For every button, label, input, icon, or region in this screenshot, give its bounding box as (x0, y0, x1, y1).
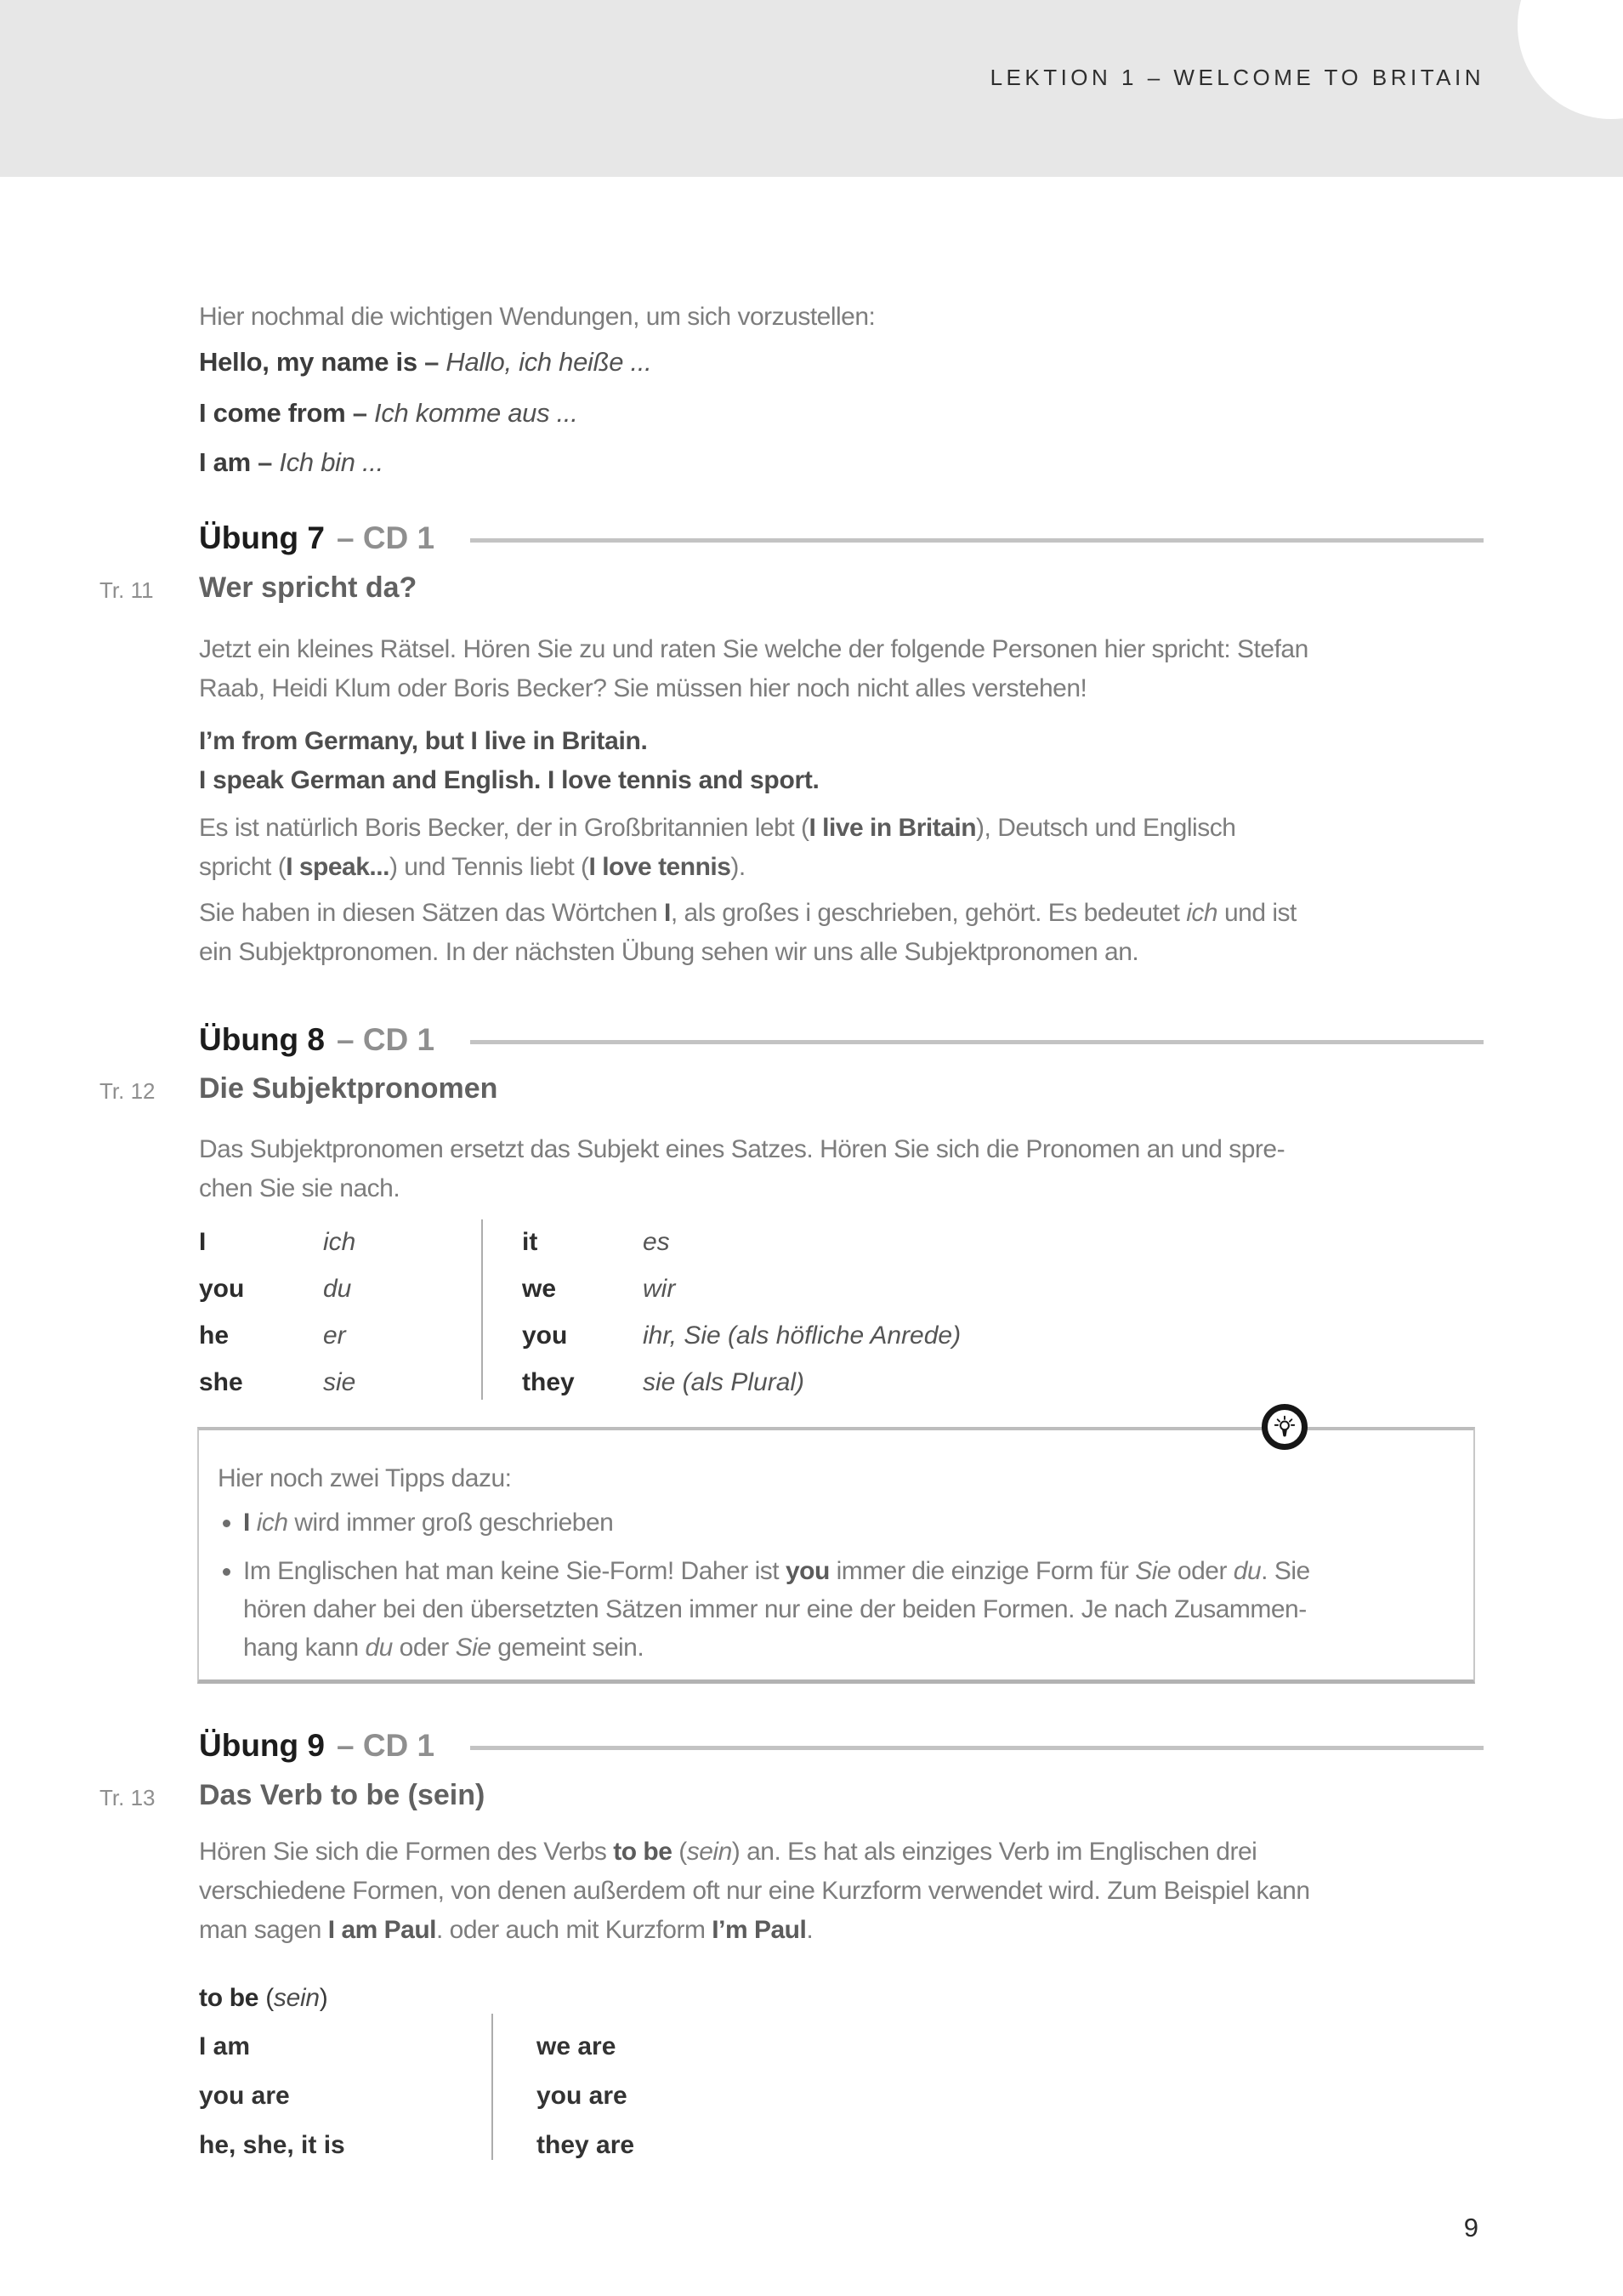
exercise-cd-label: – CD 1 (336, 520, 435, 555)
phrase-separator: – (417, 347, 446, 377)
pronoun-row (199, 1368, 355, 1415)
track-label: Tr. 13 (99, 1785, 156, 1810)
phrase-separator: – (250, 447, 280, 477)
pronoun-row (199, 1321, 355, 1368)
phrase-english: I am (199, 447, 251, 477)
exercise-9-intro-paragraph: Hören Sie sich die Formen des Verbs to be (sein) an. Es hat als einziges Verb im Englischen drei verschiedene Formen, von denen außerdem oft nur eine Kurzform verwendet wird. Zum Beispiel kann man sagen I am Paul. oder auch mit Kurzform I’m Paul. (199, 1838, 1310, 1944)
page-number: 9 (1463, 2213, 1478, 2242)
track-label: Tr. 12 (99, 1078, 156, 1104)
phrase-german: Hallo, ich heiße ... (445, 347, 652, 377)
pronoun-english: they (522, 1368, 575, 1396)
listening-quote-line: I speak German and English. I love tennis and sport. (199, 766, 820, 794)
phrase-line (199, 447, 383, 478)
tip-box (197, 1427, 1475, 1684)
phrase-english: I come from (199, 398, 346, 428)
intro-lead: Hier nochmal die wichtigen Wendungen, um sich vorzustellen: (199, 303, 876, 331)
phrase-german: Ich komme aus ... (374, 398, 578, 428)
phrase-english: Hello, my name is (199, 347, 417, 377)
phrase-line (199, 398, 578, 429)
conjugation-row: he, she, it is (199, 2131, 345, 2159)
conjugation-row: I am (199, 2032, 251, 2060)
table-divider (481, 1219, 483, 1400)
pronoun-german: ihr, Sie (als höfliche Anrede) (643, 1321, 962, 1350)
exercise-title: Übung 7 (199, 520, 325, 555)
pronoun-row (199, 1275, 355, 1321)
pronoun-row (522, 1275, 961, 1321)
pronoun-german: sie (323, 1368, 356, 1396)
tobe-table (199, 2032, 964, 2182)
conjugation-row: we are (536, 2032, 616, 2060)
pronoun-column-left (199, 1228, 355, 1415)
pronoun-english: we (522, 1275, 557, 1303)
tip-item: • I ich wird immer groß geschrieben (243, 1503, 1465, 1542)
phrase-german: Ich bin ... (279, 447, 383, 477)
exercise-8-heading (199, 1022, 1484, 1058)
listening-quote-line: I’m from Germany, but I live in Britain. (199, 727, 648, 755)
pronoun-german: ich (323, 1228, 356, 1256)
listening-quote-block (199, 722, 820, 800)
table-divider (491, 2014, 493, 2160)
pronoun-column-right (522, 1228, 961, 1415)
pronoun-german: es (643, 1228, 670, 1256)
exercise-7-subtitle: Wer spricht da? (199, 571, 417, 604)
exercise-8-intro-paragraph: Das Subjektpronomen ersetzt das Subjekt eines Satzes. Hören Sie sich die Pronomen an und spre- chen Sie sie nach. (199, 1135, 1285, 1202)
pronoun-english: she (199, 1368, 243, 1396)
conjugation-row: you are (199, 2082, 290, 2110)
pronoun-english: I (199, 1228, 207, 1256)
pronoun-row (522, 1321, 961, 1368)
tobe-column-right (536, 2032, 634, 2180)
exercise-7-heading (199, 520, 1484, 556)
pronoun-german: sie (als Plural) (643, 1368, 805, 1396)
lesson-header-title: LEKTION 1 – WELCOME TO BRITAIN (990, 65, 1484, 90)
track-label: Tr. 11 (99, 577, 154, 603)
pronoun-english: he (199, 1321, 230, 1350)
conjugation-row: they are (536, 2131, 635, 2159)
exercise-9-subtitle: Das Verb to be (sein) (199, 1779, 485, 1811)
exercise-7-intro-paragraph: Jetzt ein kleines Rätsel. Hören Sie zu und raten Sie welche der folgende Personen hier spricht: Stefan Raab, Heidi Klum oder Boris Becker? Sie müssen hier noch nicht alles verstehen! (199, 635, 1308, 702)
lightbulb-icon (1262, 1404, 1308, 1450)
exercise-title: Übung 9 (199, 1728, 325, 1763)
tobe-column-left (199, 2032, 345, 2180)
heading-rule (470, 1040, 1484, 1044)
heading-rule (470, 538, 1484, 543)
pronoun-german: du (323, 1275, 352, 1303)
pronoun-english: it (522, 1228, 538, 1256)
page-header (0, 0, 1623, 177)
exercise-8-subtitle: Die Subjektpronomen (199, 1072, 498, 1105)
corner-decoration (1518, 0, 1623, 119)
pronoun-row (199, 1228, 355, 1275)
tip-item: • Im Englischen hat man keine Sie-Form! Daher ist you immer die einzige Form für Sie oder du. Sie hören daher bei den übersetzten Sätzen immer nur eine der beiden Formen. Je nach Zusammen- hang kann du oder Sie gemeint sein. (243, 1552, 1465, 1667)
phrase-separator: – (345, 398, 374, 428)
tobe-heading: to be (sein) (199, 1984, 328, 2012)
tip-list (218, 1503, 1465, 1667)
pronoun-english: you (199, 1275, 245, 1303)
exercise-7-note-paragraph: Sie haben in diesen Sätzen das Wörtchen I, als großes i geschrieben, gehört. Es bedeutet ich und ist ein Subjektpronomen. In der nächsten Übung sehen wir uns alle Subjektpronomen an. (199, 899, 1297, 966)
pronoun-table (199, 1228, 1484, 1418)
heading-rule (470, 1746, 1484, 1750)
pronoun-row (522, 1228, 961, 1275)
exercise-7-solution-paragraph: Es ist natürlich Boris Becker, der in Großbritannien lebt (I live in Britain), Deutsch und Englisch spricht (I speak...) und Tennis liebt (I love tennis). (199, 814, 1236, 881)
pronoun-row (522, 1368, 961, 1415)
exercise-9-heading (199, 1728, 1484, 1764)
exercise-cd-label: – CD 1 (336, 1022, 435, 1057)
tip-title: Hier noch zwei Tipps dazu: (218, 1464, 512, 1492)
exercise-title: Übung 8 (199, 1022, 325, 1057)
conjugation-row: you are (536, 2082, 627, 2110)
pronoun-english: you (522, 1321, 568, 1350)
exercise-cd-label: – CD 1 (336, 1728, 435, 1763)
pronoun-german: er (323, 1321, 346, 1350)
phrase-line (199, 347, 651, 378)
pronoun-german: wir (643, 1275, 676, 1303)
